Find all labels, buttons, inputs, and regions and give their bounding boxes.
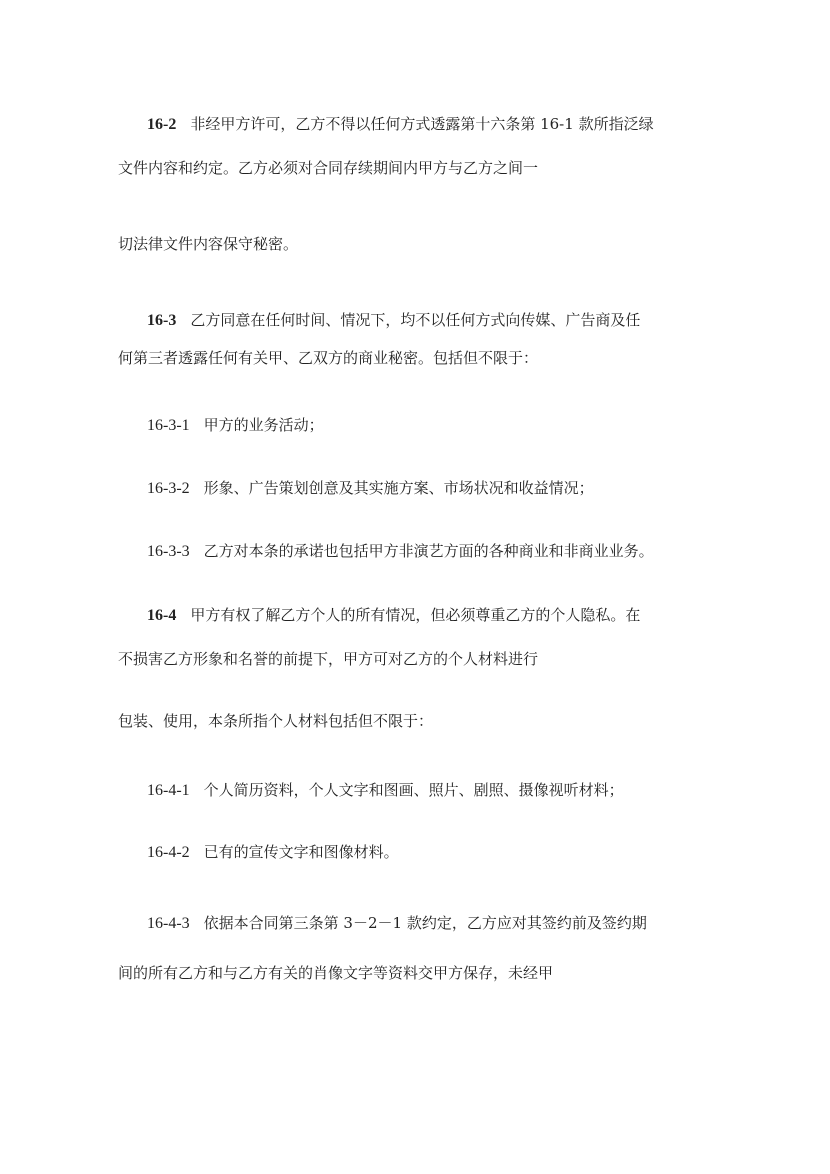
clause-number: 16-4	[147, 607, 177, 624]
clause-text: 间的所有乙方和与乙方有关的肖像文字等资料交甲方保存，未经甲	[118, 964, 554, 982]
clause-text: 已有的宣传文字和图像材料。	[203, 843, 399, 861]
clause-text: 何第三者透露任何有关甲、乙双方的商业秘密。包括但不限于：	[118, 349, 539, 367]
clause-text: 甲方有权了解乙方个人的所有情况，但必须尊重乙方的个人隐私。在	[190, 606, 641, 624]
clause-text: 个人简历资料，个人文字和图画、照片、剧照、摄像视听材料；	[203, 781, 624, 799]
clause-number: 16-4-2	[147, 844, 190, 861]
clause-text: 形象、广告策划创意及其实施方案、市场状况和收益情况；	[203, 479, 594, 497]
clause-text: 乙方同意在任何时间、情况下，均不以任何方式向传媒、广告商及任	[190, 311, 641, 329]
clause-number: 16-3-3	[147, 543, 190, 560]
clause-16-2	[147, 114, 654, 135]
clause-text: 依据本合同第三条第 3－2－1 款约定，乙方应对其签约前及签约期	[203, 914, 647, 932]
clause-text: 不损害乙方形象和名誉的前提下，甲方可对乙方的个人材料进行	[118, 650, 539, 668]
clause-16-4-3	[147, 913, 647, 934]
clause-text: 包装、使用，本条所指个人材料包括但不限于：	[118, 712, 434, 730]
clause-16-3	[147, 310, 640, 331]
clause-number: 16-3-1	[147, 417, 190, 434]
clause-number: 16-4-3	[147, 915, 190, 932]
clause-text: 切法律文件内容保守秘密。	[118, 235, 299, 253]
clause-16-4	[147, 605, 640, 626]
clause-text: 非经甲方许可，乙方不得以任何方式透露第十六条第 16-1 款所指泛绿	[190, 115, 654, 133]
clause-16-3-1	[147, 415, 324, 436]
clause-16-4-1	[147, 780, 624, 801]
clause-text: 文件内容和约定。乙方必须对合同存续期间内甲方与乙方之间一	[118, 159, 539, 177]
clause-16-3-2	[147, 478, 594, 499]
clause-number: 16-4-1	[147, 782, 190, 799]
clause-16-4-2	[147, 842, 399, 863]
clause-number: 16-3-2	[147, 480, 190, 497]
clause-number: 16-3	[147, 312, 177, 329]
clause-text: 乙方对本条的承诺也包括甲方非演艺方面的各种商业和非商业业务。	[203, 542, 654, 560]
clause-text: 甲方的业务活动；	[203, 416, 324, 434]
clause-16-3-3	[147, 541, 654, 562]
clause-number: 16-2	[147, 116, 177, 133]
